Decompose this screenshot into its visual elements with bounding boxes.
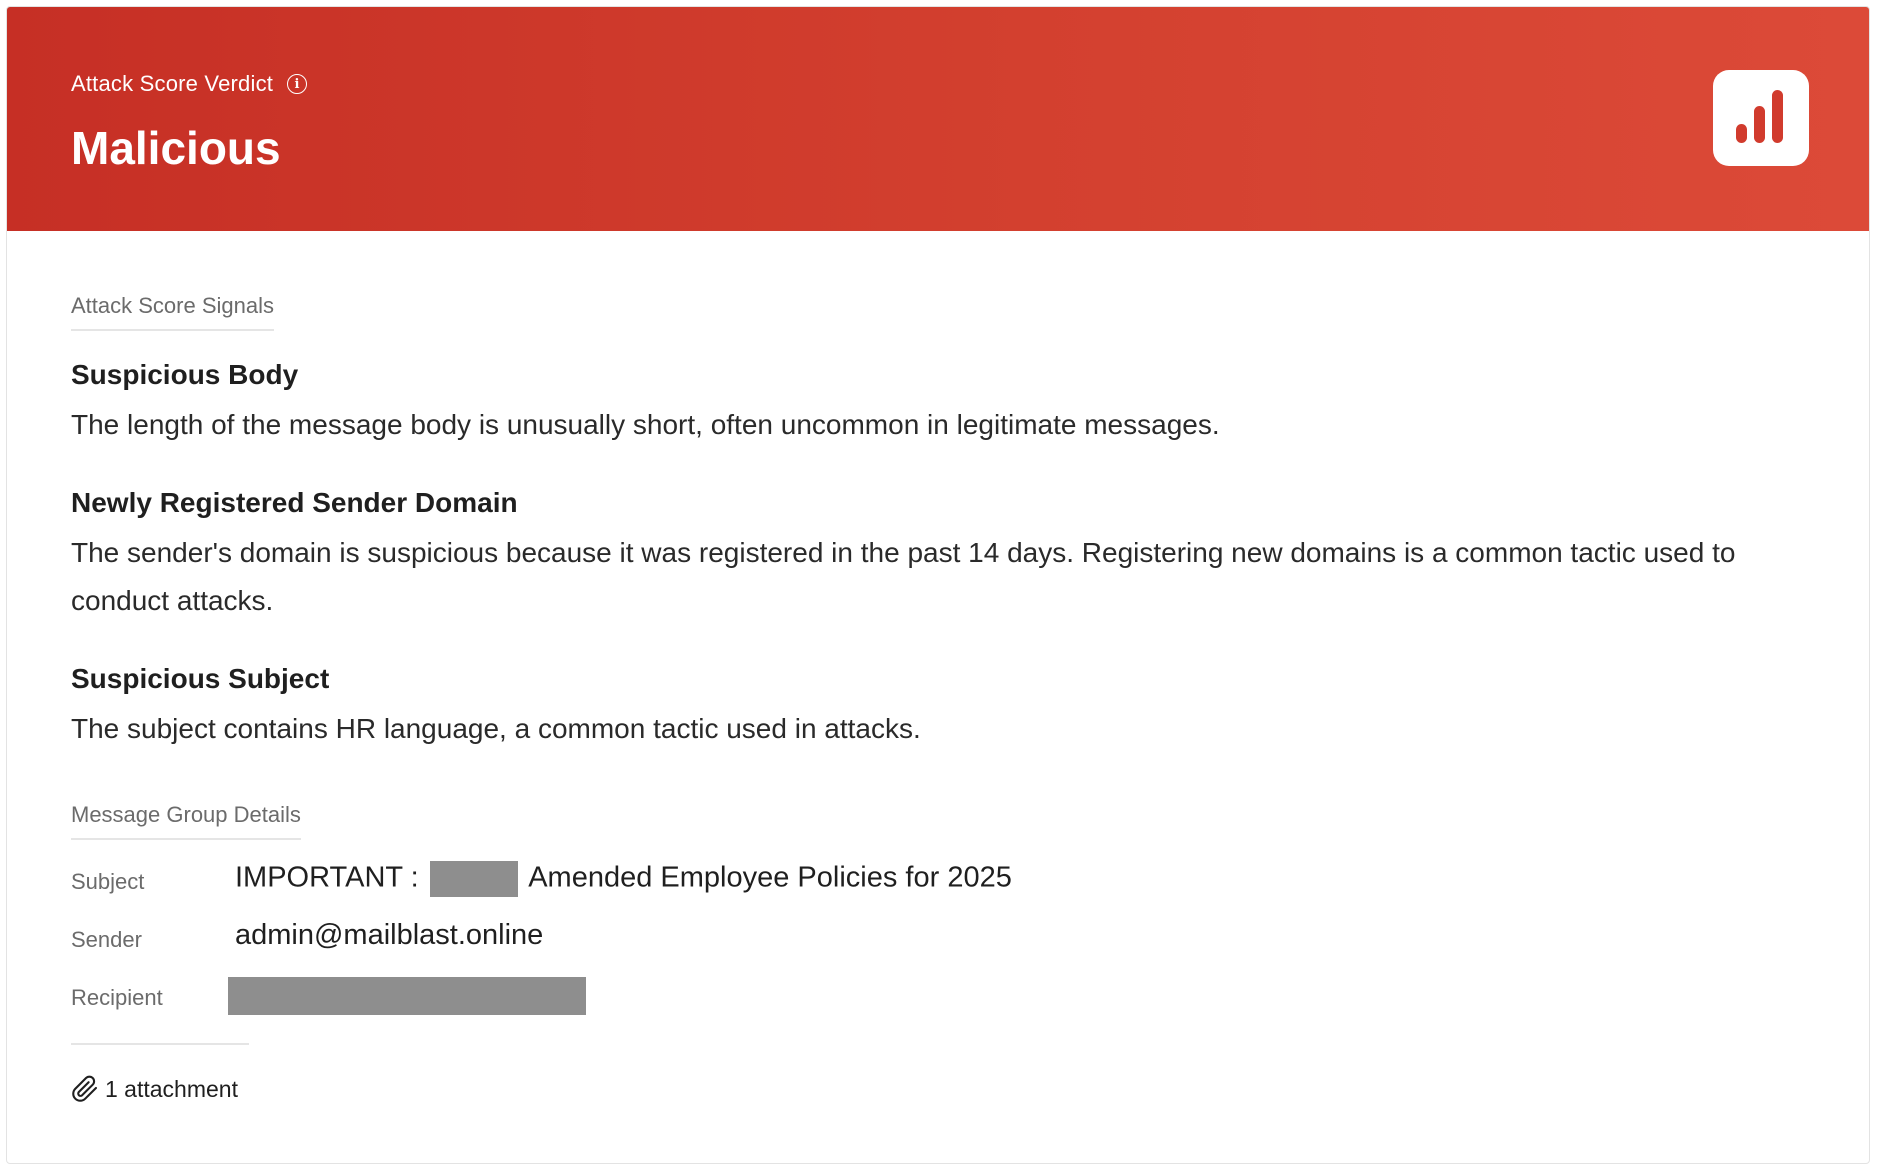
- sender-value[interactable]: admin@mailblast.online: [235, 919, 544, 951]
- attack-score-card: [6, 6, 1870, 1164]
- subject-prefix: IMPORTANT :: [235, 861, 419, 894]
- verdict-header: [7, 7, 1869, 231]
- signal-title: Suspicious Subject: [71, 663, 330, 694]
- redacted-block: [430, 861, 518, 897]
- redacted-recipient: [228, 977, 586, 1015]
- subject-suffix: Amended Employee Policies for 2025: [528, 861, 1012, 894]
- recipient-row: [71, 977, 1771, 1021]
- signals-section-label: Attack Score Signals: [71, 293, 274, 331]
- divider: [71, 1043, 249, 1045]
- recipient-label: Recipient: [71, 985, 163, 1010]
- attachments-link[interactable]: [71, 1075, 238, 1103]
- subject-row: [71, 861, 1771, 905]
- signal-description: The subject contains HR language, a common tactic used in attacks.: [71, 713, 921, 744]
- attachments-label: 1 attachment: [105, 1075, 238, 1102]
- subject-label: Subject: [71, 869, 145, 894]
- sender-row: [71, 919, 1771, 963]
- signal-description: The sender's domain is suspicious because it was registered in the past 14 days. Registering new domains is a common tactic used to conduct attacks.: [71, 537, 1736, 616]
- paperclip-icon: [71, 1075, 99, 1103]
- verdict-label: Attack Score Verdict: [71, 71, 274, 96]
- signal-description: The length of the message body is unusually short, often uncommon in legitimate messages.: [71, 409, 1220, 440]
- sender-label: Sender: [71, 927, 142, 952]
- details-section-label: Message Group Details: [71, 802, 301, 840]
- subject-value[interactable]: [235, 861, 1012, 897]
- bar-chart-glyph: [1713, 70, 1809, 166]
- bar-chart-icon[interactable]: [1713, 70, 1809, 166]
- verdict-value: Malicious: [71, 122, 281, 174]
- info-icon[interactable]: i: [287, 74, 307, 94]
- signal-title: Newly Registered Sender Domain: [71, 487, 518, 518]
- signal-title: Suspicious Body: [71, 359, 299, 390]
- verdict-label-row: [71, 71, 307, 97]
